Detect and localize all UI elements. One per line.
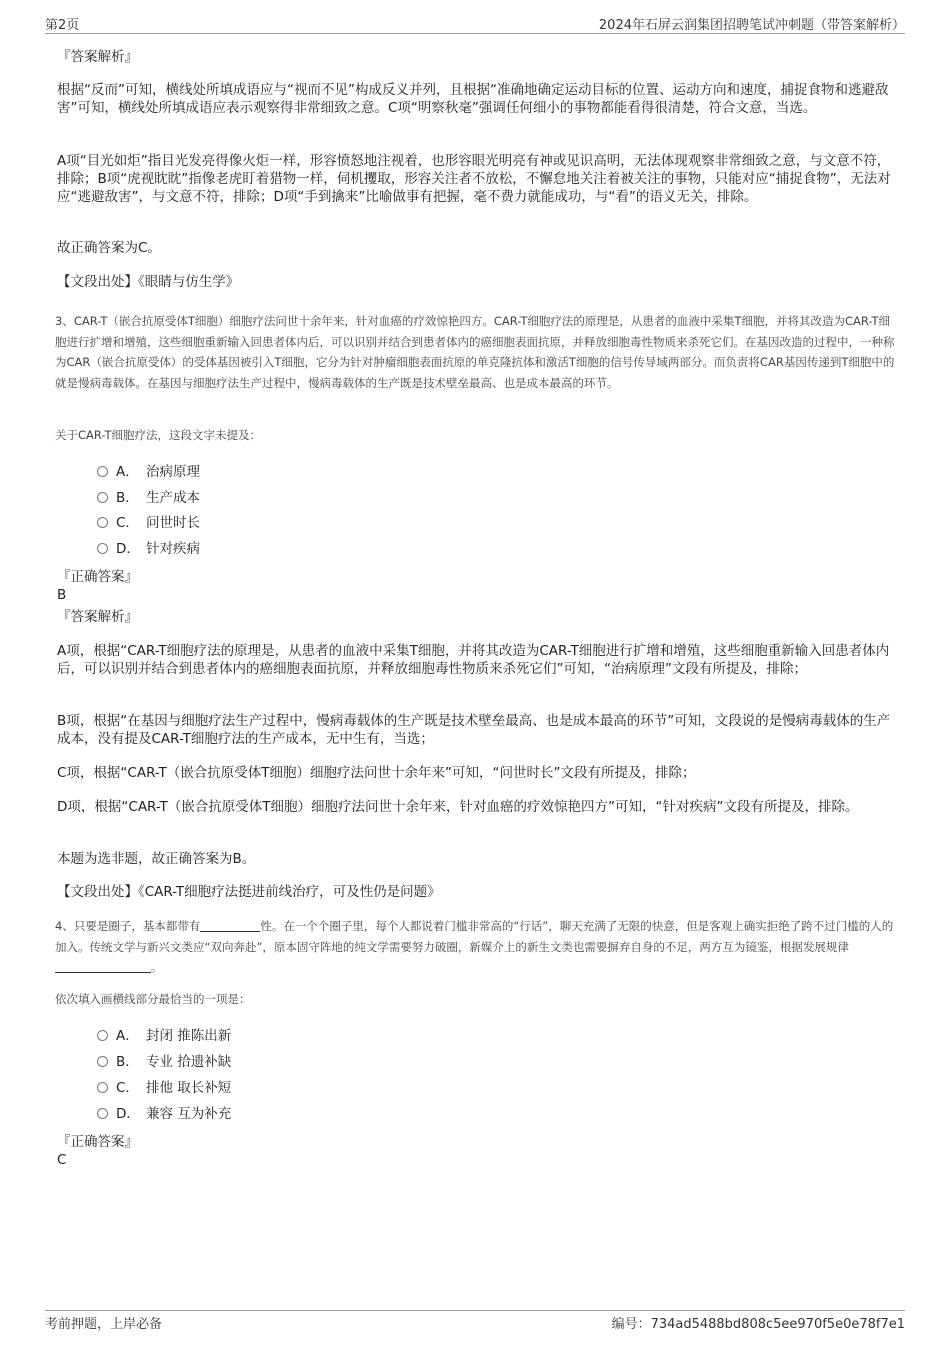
option-text: 问世时长 [146, 515, 200, 531]
q3-analysis-c: C项，根据“CAR-T（嵌合抗原受体T细胞）细胞疗法问世十余年来”可知，“问世时长”文段有所提及，排除； [57, 765, 696, 781]
page-number: 第2页 [45, 18, 80, 33]
q4-option-d[interactable] [97, 1105, 231, 1123]
page-footer [45, 1313, 905, 1331]
option-key: C． [116, 1080, 139, 1096]
radio-icon[interactable] [97, 492, 108, 503]
option-key: D． [116, 541, 140, 557]
radio-icon[interactable] [97, 466, 108, 477]
q4-passage-part1: 4、只要是圈子，基本都带有 [55, 919, 201, 933]
q2-analysis-para2: A项“目光如炬”指目光发亮得像火炬一样，形容愤怒地注视着，也形容眼光明亮有神或见识高明，无法体现观察非常细致之意，与文意不符，排除；B项“虎视眈眈”指像老虎盯着猎物一样，伺机攫取，形容关注者不放松，不懈怠地关注着被关注的事物，只能对应“捕捉食物”，无法对应“逃避敌害”，与文意不符，排除；D项“手到擒来”比喻做事有把握，毫不费力就能成功，与“看”的语义无关，排除。 [57, 153, 891, 205]
option-text: 排他 取长补短 [146, 1080, 232, 1096]
q2-conclusion: 故正确答案为C。 [57, 240, 161, 256]
radio-icon[interactable] [97, 1030, 108, 1041]
option-text: 治病原理 [146, 464, 200, 480]
document-id: 编号：734ad5488bd808c5ee970f5e0e78f7e1 [611, 1317, 905, 1332]
q2-analysis-heading: 『答案解析』 [57, 49, 138, 65]
header-divider [45, 33, 905, 34]
option-key: A． [116, 464, 139, 480]
q4-passage [55, 916, 897, 978]
option-text: 兼容 互为补充 [146, 1106, 232, 1122]
q3-answer-heading: 『正确答案』 [57, 569, 138, 585]
radio-icon[interactable] [97, 1082, 108, 1093]
q3-conclusion: 本题为选非题，故正确答案为B。 [57, 851, 256, 867]
q4-stem: 依次填入画横线部分最恰当的一项是： [55, 992, 251, 1006]
option-text: 生产成本 [146, 490, 200, 506]
option-key: A． [116, 1028, 139, 1044]
q3-analysis-d: D项，根据“CAR-T（嵌合抗原受体T细胞）细胞疗法问世十余年来，针对血癌的疗效惊艳四方”可知，“针对疾病”文段有所提及，排除。 [57, 799, 859, 815]
footer-divider [45, 1310, 905, 1311]
radio-icon[interactable] [97, 517, 108, 528]
q4-answer: C [57, 1152, 67, 1168]
option-key: D． [116, 1106, 140, 1122]
q4-option-a[interactable] [97, 1027, 231, 1045]
q3-analysis-heading: 『答案解析』 [57, 609, 138, 625]
fill-blank-2[interactable] [55, 960, 151, 973]
q3-option-b[interactable] [97, 489, 200, 507]
q3-option-a[interactable] [97, 463, 200, 481]
q4-passage-part2: 性。在一个个圈子里，每个人都说着门槛非常高的“行话”，聊天充满了无限的快意，但是客观上确实拒绝了跨不过门槛的人的加入。传统文学与新兴文类应“双向奔赴”，原本固守阵地的纯文学需要努力破圈，新媒介上的新生文类也需要摒弃自身的不足，两方互为镜鉴，根据发展规律 [55, 919, 894, 954]
q3-source: 【文段出处】《CAR-T细胞疗法挺进前线治疗，可及性仍是问题》 [57, 884, 441, 900]
q4-option-c[interactable] [97, 1079, 231, 1097]
option-key: B． [116, 1054, 139, 1070]
option-key: C． [116, 515, 139, 531]
option-text: 封闭 推陈出新 [146, 1028, 232, 1044]
q3-analysis-a: A项，根据“CAR-T细胞疗法的原理是，从患者的血液中采集T细胞，并将其改造为CAR-T细胞进行扩增和增殖，这些细胞重新输入回患者体内后，可以识别并结合到患者体内的癌细胞表面抗原，并释放细胞毒性物质来杀死它们”可知，“治病原理”文段有所提及，排除； [57, 643, 890, 677]
radio-icon[interactable] [97, 543, 108, 554]
q3-passage: 3、CAR-T（嵌合抗原受体T细胞）细胞疗法问世十余年来，针对血癌的疗效惊艳四方。CAR-T细胞疗法的原理是，从患者的血液中采集T细胞，并将其改造为CAR-T细胞进行扩增和增殖，这些细胞重新输入回患者体内后，可以识别并结合到患者体内的癌细胞表面抗原，并释放细胞毒性物质来杀死它们。在基因改造的过程中，一种称为CAR（嵌合抗原受体）的受体基因被引入T细胞，它分为针对肿瘤细胞表面抗原的单克隆抗体和激活T细胞的信号传导域两部分。而负责将CAR基因传递到T细胞中的就是慢病毒载体。在基因与细胞疗法生产过程中，慢病毒载体的生产既是技术壁垒最高、也是成本最高的环节。 [55, 314, 895, 390]
q3-option-d[interactable] [97, 540, 200, 558]
q2-source: 【文段出处】《眼睛与仿生学》 [57, 274, 240, 290]
radio-icon[interactable] [97, 1056, 108, 1067]
q4-option-b[interactable] [97, 1053, 231, 1071]
q3-answer: B [57, 587, 67, 603]
option-key: B． [116, 490, 139, 506]
document-title: 2024年石屏云润集团招聘笔试冲刺题（带答案解析） [598, 18, 905, 33]
q4-passage-part3: 。 [151, 960, 163, 974]
q3-analysis-b: B项，根据“在基因与细胞疗法生产过程中，慢病毒载体的生产既是技术壁垒最高、也是成本最高的环节”可知，文段说的是慢病毒载体的生产成本，没有提及CAR-T细胞疗法的生产成本，无中生有，当选； [57, 713, 891, 747]
page-header [45, 14, 905, 32]
option-text: 针对疾病 [146, 541, 200, 557]
q3-stem: 关于CAR-T细胞疗法，这段文字未提及： [55, 428, 262, 442]
option-text: 专业 拾遗补缺 [146, 1054, 232, 1070]
radio-icon[interactable] [97, 1108, 108, 1119]
q4-answer-heading: 『正确答案』 [57, 1134, 138, 1150]
fill-blank-1[interactable] [200, 919, 260, 932]
q2-analysis-para1: 根据“反而”可知，横线处所填成语应与“视而不见”构成反义并列，且根据“准确地确定运动目标的位置、运动方向和速度，捕捉食物和逃避敌害”可知，横线处所填成语应表示观察得非常细致之意。C项“明察秋毫”强调任何细小的事物都能看得很清楚，符合文意，当选。 [57, 82, 889, 116]
q3-option-c[interactable] [97, 514, 200, 532]
footer-slogan: 考前押题，上岸必备 [45, 1317, 163, 1332]
